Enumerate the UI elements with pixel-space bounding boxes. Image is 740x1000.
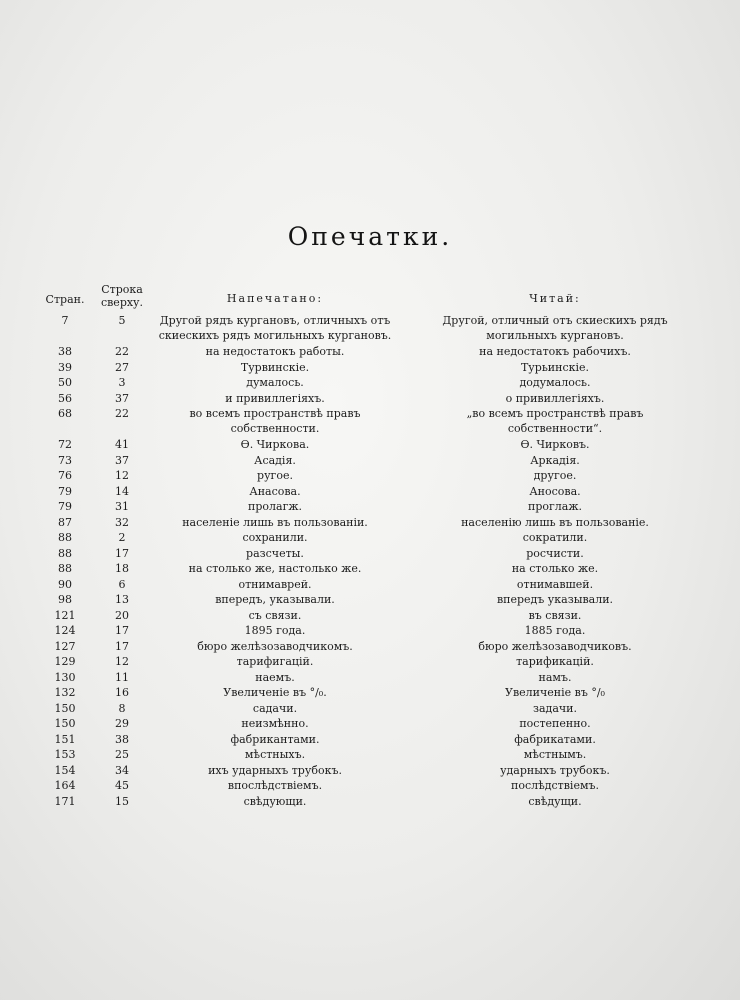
printed-text: съ связи. xyxy=(248,608,302,622)
page-number: 150 xyxy=(54,701,76,715)
table-row xyxy=(0,391,740,407)
printed-text: думалось. xyxy=(246,376,304,389)
table-row xyxy=(0,360,740,376)
table-row xyxy=(0,499,740,515)
correct-text: тарификацій. xyxy=(516,655,594,668)
correct-text: Аносова. xyxy=(529,484,581,498)
table-row xyxy=(0,654,740,670)
table-row xyxy=(0,375,740,391)
table-row xyxy=(0,716,740,732)
printed-text: садачи. xyxy=(252,701,298,715)
printed-text: неизмѣнно. xyxy=(241,717,309,730)
page-number: 171 xyxy=(54,794,76,808)
table-row xyxy=(0,468,740,484)
correct-text: Другой, отличный отъ скиескихъ рядъ могильныхъ кургановъ. xyxy=(442,314,668,343)
table-row xyxy=(0,685,740,701)
correct-text: впередъ указывали. xyxy=(496,593,614,606)
line-number: 13 xyxy=(115,593,129,606)
page-number: 127 xyxy=(54,639,76,653)
table-row xyxy=(0,546,740,562)
page-number: 73 xyxy=(58,453,72,467)
line-number: 37 xyxy=(115,391,129,405)
line-number: 31 xyxy=(115,500,129,513)
printed-text: Турвинскіе. xyxy=(240,360,310,374)
correct-text: мѣстнымъ. xyxy=(523,748,587,761)
page-number: 79 xyxy=(58,500,72,513)
page-number: 150 xyxy=(54,717,76,730)
correct-text: населенію лишь въ пользованіе. xyxy=(461,515,649,529)
line-number: 41 xyxy=(115,438,129,451)
page-number: 154 xyxy=(54,763,76,777)
table-row xyxy=(0,639,740,655)
header-line: Строка сверху. xyxy=(100,283,144,309)
page-number: 87 xyxy=(58,515,72,529)
table-row xyxy=(0,313,740,344)
table-row xyxy=(0,763,740,779)
correct-text: на столько же. xyxy=(511,562,599,575)
header-printed: Напечатано: xyxy=(226,292,324,305)
page-number: 39 xyxy=(58,360,72,374)
page-number: 50 xyxy=(58,376,72,389)
line-number: 5 xyxy=(118,314,126,327)
printed-text: фабрикантами. xyxy=(230,732,320,746)
page-number: 124 xyxy=(54,624,76,637)
table-row xyxy=(0,623,740,639)
printed-text: Ѳ. Чиркова. xyxy=(240,438,310,451)
page-number: 88 xyxy=(58,531,72,544)
line-number: 14 xyxy=(115,484,129,498)
line-number: 6 xyxy=(118,577,126,591)
table-row xyxy=(0,778,740,794)
page-number: 98 xyxy=(58,593,72,606)
page-number: 38 xyxy=(58,345,72,358)
printed-text: Увеличеніе въ °/₀. xyxy=(223,686,327,699)
table-row xyxy=(0,484,740,500)
printed-text: мѣстныхъ. xyxy=(244,748,306,761)
line-number: 3 xyxy=(118,376,126,389)
line-number: 34 xyxy=(115,763,129,777)
page-number: 79 xyxy=(58,484,72,498)
table-row xyxy=(0,670,740,686)
table-row xyxy=(0,530,740,546)
page-number: 88 xyxy=(58,546,72,560)
table-row xyxy=(0,453,740,469)
correct-text: ударныхъ трубокъ. xyxy=(500,763,610,777)
printed-text: впередъ, указывали. xyxy=(215,593,335,606)
line-number: 27 xyxy=(115,360,129,374)
correct-text: додумалось. xyxy=(519,376,591,389)
line-number: 16 xyxy=(115,686,129,699)
table-row xyxy=(0,515,740,531)
correct-text: задачи. xyxy=(533,701,577,715)
printed-text: ихъ ударныхъ трубокъ. xyxy=(208,763,342,777)
page-number: 76 xyxy=(58,469,72,482)
correct-text: отнимавшей. xyxy=(516,577,594,591)
table-row xyxy=(0,747,740,763)
correct-text: 1885 года. xyxy=(524,624,586,637)
table-row xyxy=(0,732,740,748)
page-number: 153 xyxy=(54,748,76,761)
printed-text: разсчеты. xyxy=(246,546,304,560)
line-number: 18 xyxy=(115,562,129,575)
correct-text: на недостатокъ рабочихъ. xyxy=(479,345,631,358)
page-number: 132 xyxy=(54,686,76,699)
correct-text: бюро желѣзозаводчиковъ. xyxy=(478,639,632,653)
correct-text: Увеличеніе въ °/₀ xyxy=(505,686,605,699)
page-number: 68 xyxy=(58,407,72,420)
header-read: Читай: xyxy=(529,292,581,305)
correct-text: въ связи. xyxy=(528,608,582,622)
correct-text: намъ. xyxy=(538,670,572,684)
line-number: 11 xyxy=(115,670,129,684)
line-number: 22 xyxy=(115,345,129,358)
correct-text: о привиллегіяхъ. xyxy=(505,391,605,405)
line-number: 12 xyxy=(115,469,129,482)
line-number: 20 xyxy=(115,608,129,622)
printed-text: Другой рядъ кургановъ, отличныхъ отъ скиескихъ рядъ могильныхъ кургановъ. xyxy=(158,314,392,343)
correct-text: проглаж. xyxy=(528,500,582,513)
correct-text: Аркадія. xyxy=(530,453,580,467)
correct-text: постепенно. xyxy=(519,717,591,730)
printed-text: на недостатокъ работы. xyxy=(205,345,345,358)
table-row xyxy=(0,437,740,453)
table-row xyxy=(0,701,740,717)
correct-text: сократили. xyxy=(522,531,588,544)
correct-text: послѣдствіемъ. xyxy=(510,779,600,792)
line-number: 29 xyxy=(115,717,129,730)
page-number: 56 xyxy=(58,391,72,405)
printed-text: во всемъ пространствѣ правъ собственности. xyxy=(189,407,361,436)
line-number: 17 xyxy=(115,639,129,653)
printed-text: бюро желѣзозаводчикомъ. xyxy=(197,639,353,653)
line-number: 2 xyxy=(118,531,126,544)
page-number: 130 xyxy=(54,670,76,684)
table-row xyxy=(0,592,740,608)
header-page: Стран. xyxy=(45,293,85,306)
line-number: 15 xyxy=(115,794,129,808)
line-number: 38 xyxy=(115,732,129,746)
line-number: 45 xyxy=(115,779,129,792)
correct-text: фабрикатами. xyxy=(514,732,596,746)
page-number: 129 xyxy=(54,655,76,668)
printed-text: и привиллегіяхъ. xyxy=(225,391,325,405)
correct-text: росчисти. xyxy=(526,546,584,560)
line-number: 8 xyxy=(118,701,126,715)
table-row xyxy=(0,406,740,437)
page-number: 88 xyxy=(58,562,72,575)
line-number: 37 xyxy=(115,453,129,467)
printed-text: сохранили. xyxy=(242,531,308,544)
printed-text: ругое. xyxy=(257,469,293,482)
page-number: 151 xyxy=(54,732,76,746)
line-number: 32 xyxy=(115,515,129,529)
page-number: 7 xyxy=(61,314,69,327)
table-row xyxy=(0,608,740,624)
printed-text: отнимаврей. xyxy=(238,577,312,591)
printed-text: свѣдующи. xyxy=(243,794,307,808)
correct-text: „во всемъ пространствѣ правъ собственности“. xyxy=(466,407,644,436)
page-number: 121 xyxy=(54,608,76,622)
printed-text: впослѣдствіемъ. xyxy=(227,779,323,792)
page-number: 90 xyxy=(58,577,72,591)
line-number: 12 xyxy=(115,655,129,668)
table-row xyxy=(0,794,740,810)
correct-text: другое. xyxy=(533,469,577,482)
printed-text: наемъ. xyxy=(255,670,295,684)
correct-text: свѣдущи. xyxy=(528,794,582,808)
page-number: 164 xyxy=(54,779,76,792)
errata-table xyxy=(0,313,740,809)
page-title: Опечатки. xyxy=(287,222,453,251)
line-number: 22 xyxy=(115,407,129,420)
line-number: 17 xyxy=(115,624,129,637)
printed-text: Асадія. xyxy=(254,453,296,467)
page-number: 72 xyxy=(58,438,72,451)
printed-text: тарифигацій. xyxy=(236,655,314,668)
line-number: 17 xyxy=(115,546,129,560)
table-row xyxy=(0,577,740,593)
correct-text: Турьинскіе. xyxy=(520,360,590,374)
printed-text: Анасова. xyxy=(249,484,301,498)
printed-text: пролагж. xyxy=(248,500,302,513)
correct-text: Ѳ. Чирковъ. xyxy=(520,438,590,451)
table-row xyxy=(0,344,740,360)
table-row xyxy=(0,561,740,577)
printed-text: населеніе лишь въ пользованіи. xyxy=(182,515,368,529)
line-number: 25 xyxy=(115,748,129,761)
printed-text: на столько же, настолько же. xyxy=(188,562,362,575)
printed-text: 1895 года. xyxy=(244,624,306,637)
